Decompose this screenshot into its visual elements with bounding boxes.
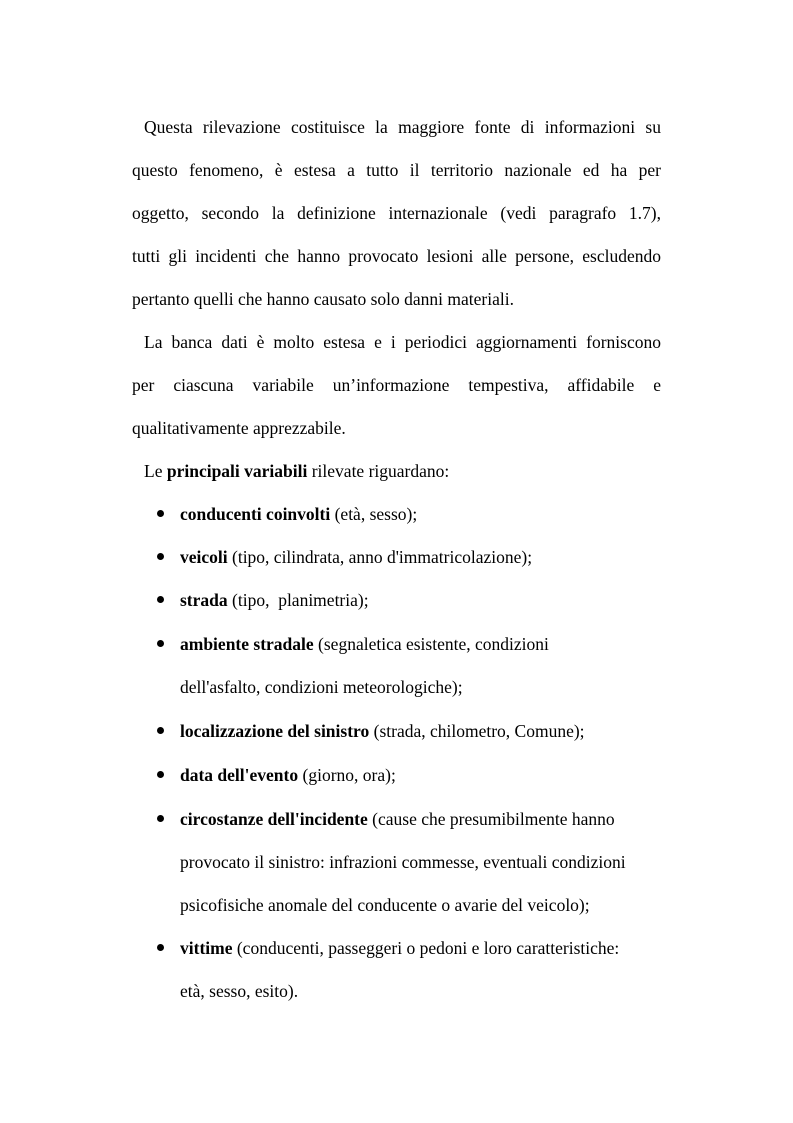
intro-prefix: Le — [144, 461, 167, 481]
list-item — [180, 634, 549, 654]
list-item-bold: veicoli — [180, 547, 228, 567]
paragraph-2-line-1: La banca dati è molto estesa e i periodici aggiornamenti forniscono — [144, 332, 661, 352]
list-item-text: (età, sesso); — [330, 504, 418, 524]
list-item-text: (cause che presumibilmente hanno — [367, 809, 615, 829]
list-item-bold: circostanze dell'incidente — [180, 809, 368, 829]
paragraph-1-line-3: oggetto, secondo la definizione internazionale (vedi paragrafo 1.7), — [132, 203, 661, 223]
list-item-bold: ambiente stradale — [180, 634, 314, 654]
list-item-continuation: dell'asfalto, condizioni meteorologiche); — [180, 677, 463, 697]
list-item — [180, 938, 619, 958]
paragraph-2-line-3: qualitativamente apprezzabile. — [132, 418, 346, 438]
intro-suffix: rilevate riguardano: — [307, 461, 450, 481]
list-item — [180, 721, 585, 741]
bullet-icon — [157, 771, 164, 778]
paragraph-1-line-4: tutti gli incidenti che hanno provocato lesioni alle persone, escludendo — [132, 246, 661, 266]
list-item-text: (strada, chilometro, Comune); — [369, 721, 585, 741]
variables-intro — [144, 461, 449, 481]
list-item-text: (tipo, cilindrata, anno d'immatricolazione); — [227, 547, 533, 567]
list-item-continuation: psicofisiche anomale del conducente o avarie del veicolo); — [180, 895, 590, 915]
paragraph-1-line-2: questo fenomeno, è estesa a tutto il territorio nazionale ed ha per — [132, 160, 661, 180]
list-item-bold: data dell'evento — [180, 765, 299, 785]
bullet-icon — [157, 640, 164, 647]
list-item — [180, 547, 532, 567]
list-item-bold: localizzazione del sinistro — [180, 721, 370, 741]
list-item — [180, 809, 615, 829]
paragraph-1-line-1: Questa rilevazione costituisce la maggiore fonte di informazioni su — [144, 117, 661, 137]
bullet-icon — [157, 944, 164, 951]
list-item-text: (giorno, ora); — [298, 765, 396, 785]
list-item-text: (tipo, planimetria); — [227, 590, 369, 610]
intro-bold: principali variabili — [166, 461, 308, 481]
list-item — [180, 765, 396, 785]
list-item-bold: conducenti coinvolti — [180, 504, 331, 524]
list-item-continuation: provocato il sinistro: infrazioni commesse, eventuali condizioni — [180, 852, 626, 872]
list-item-bold: vittime — [180, 938, 233, 958]
bullet-icon — [157, 510, 164, 517]
list-item-text: (segnaletica esistente, condizioni — [313, 634, 549, 654]
list-item — [180, 590, 369, 610]
bullet-icon — [157, 553, 164, 560]
list-item — [180, 504, 417, 524]
list-item-text: (conducenti, passeggeri o pedoni e loro caratteristiche: — [232, 938, 620, 958]
list-item-bold: strada — [180, 590, 228, 610]
list-item-continuation: età, sesso, esito). — [180, 981, 299, 1001]
bullet-icon — [157, 727, 164, 734]
bullet-icon — [157, 596, 164, 603]
paragraph-1-line-5: pertanto quelli che hanno causato solo danni materiali. — [132, 289, 514, 309]
bullet-icon — [157, 815, 164, 822]
paragraph-2-line-2: per ciascuna variabile un’informazione tempestiva, affidabile e — [132, 375, 661, 395]
